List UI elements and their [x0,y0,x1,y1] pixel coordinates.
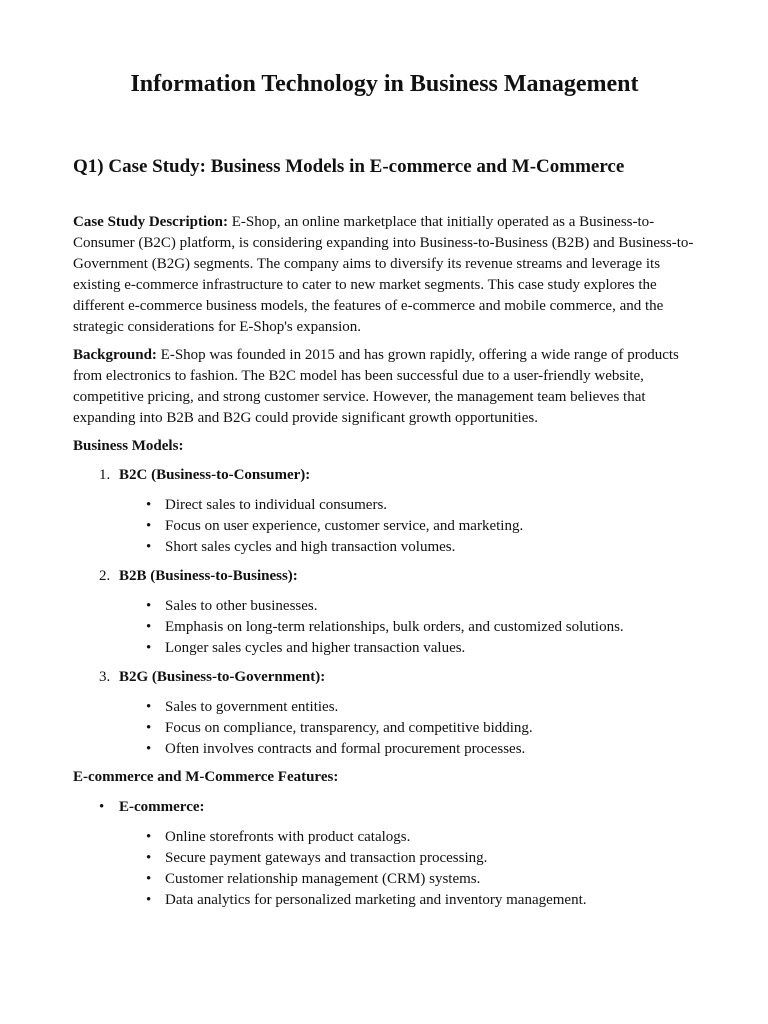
business-model-title: B2G (Business-to-Government): [119,669,326,685]
list-item [119,638,696,659]
business-model-item [73,465,696,558]
business-models-list [73,465,696,760]
list-item [119,516,696,537]
business-model-title: B2B (Business-to-Business): [119,568,298,584]
bullet-icon: • [146,892,152,908]
list-number: 2. [99,568,111,584]
list-item [119,739,696,760]
list-item [119,869,696,890]
description-text: E-Shop, an online marketplace that initially operated as a Business-to-Consumer (B2C) platform, is considering expanding into Business-to-Business (B2B) and Business-to-Government (B2G) segments. The company aims to diversify its revenue streams and leverage its existing e-commerce infrastructure to cater to new market segments. This case study explores the different e-commerce business models, the features of e-commerce and mobile commerce, and the strategic considerations for E-Shop's expansion. [73,214,694,335]
background-text: E-Shop was founded in 2015 and has grown rapidly, offering a wide range of products from electronics to fashion. The B2C model has been successful due to a user-friendly website, competitive pricing, and strong customer service. However, the management team believes that expanding into B2B and B2G could provide significant growth opportunities. [73,347,679,426]
background-label: Background: [73,347,157,363]
list-item-text: Often involves contracts and formal procurement processes. [165,741,526,757]
list-item-text: Direct sales to individual consumers. [165,497,388,513]
list-item [119,848,696,869]
list-item-text: Emphasis on long-term relationships, bulk orders, and customized solutions. [165,619,624,635]
list-item-text: Sales to government entities. [165,699,339,715]
list-item [119,890,696,911]
business-model-item [73,667,696,760]
bullet-icon: • [146,518,152,534]
bullet-icon: • [146,539,152,555]
feature-title: E-commerce: [119,799,205,815]
list-item-text: Online storefronts with product catalogs. [165,829,411,845]
document-title: Information Technology in Business Management [130,71,639,97]
list-item [119,537,696,558]
bullet-icon: • [146,850,152,866]
list-number: 3. [99,669,111,685]
business-model-points [119,596,696,659]
bullet-icon: • [146,741,152,757]
feature-item [73,797,696,911]
business-model-points [119,697,696,760]
bullet-icon: • [146,871,152,887]
business-models-heading: Business Models: [73,438,184,454]
business-model-item [73,566,696,659]
bullet-icon: • [146,720,152,736]
features-list [73,797,696,911]
list-item-text: Secure payment gateways and transaction processing. [165,850,488,866]
bullet-icon: • [146,640,152,656]
list-item [119,617,696,638]
business-model-points [119,495,696,558]
bullet-icon: • [99,799,105,815]
list-item-text: Sales to other businesses. [165,598,318,614]
question-heading: Q1) Case Study: Business Models in E-commerce and M-Commerce [73,156,625,177]
list-number: 1. [99,467,111,483]
background-paragraph [73,345,696,429]
list-item-text: Customer relationship management (CRM) systems. [165,871,481,887]
bullet-icon: • [146,699,152,715]
features-heading: E-commerce and M-Commerce Features: [73,769,339,785]
list-item-text: Longer sales cycles and higher transaction values. [165,640,466,656]
list-item-text: Focus on compliance, transparency, and competitive bidding. [165,720,533,736]
list-item-text: Short sales cycles and high transaction volumes. [165,539,456,555]
business-model-title: B2C (Business-to-Consumer): [119,467,311,483]
list-item-text: Focus on user experience, customer service, and marketing. [165,518,524,534]
bullet-icon: • [146,598,152,614]
description-label: Case Study Description: [73,214,229,230]
feature-points [119,827,696,911]
bullet-icon: • [146,497,152,513]
list-item [119,495,696,516]
list-item [119,718,696,739]
bullet-icon: • [146,829,152,845]
list-item [119,596,696,617]
bullet-icon: • [146,619,152,635]
list-item [119,827,696,848]
list-item [119,697,696,718]
list-item-text: Data analytics for personalized marketing and inventory management. [165,892,587,908]
case-study-description [73,212,696,338]
